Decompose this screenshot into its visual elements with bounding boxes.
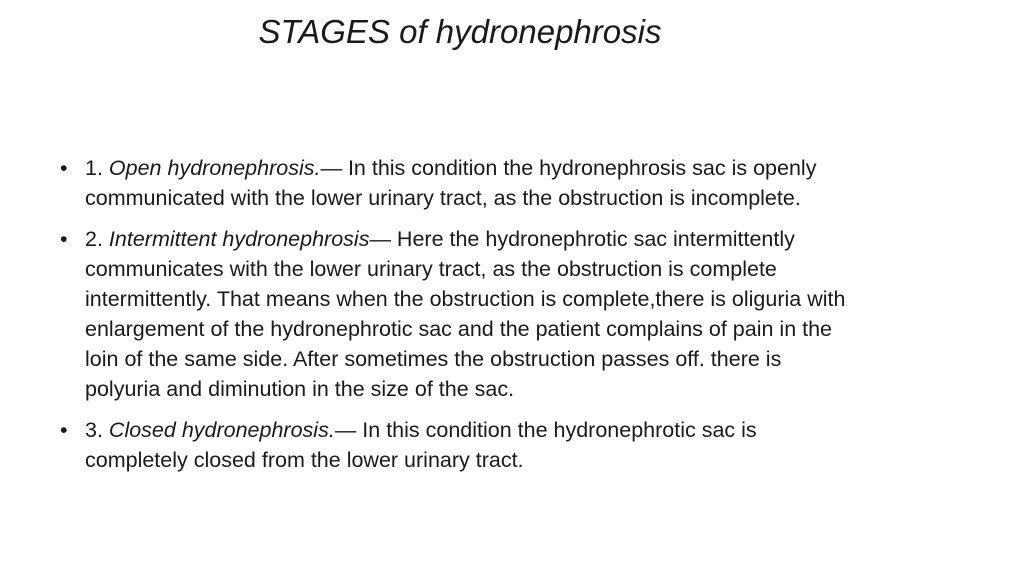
bullet-dot-icon: •: [60, 418, 68, 442]
bullet-term: Open hydronephrosis.: [108, 156, 321, 180]
bullet-text: — In this condition the hydronephrosis sac is openly communicated with the lower urinary tract, as the obstruction is incomplete.: [85, 156, 817, 210]
bullet-term: Closed hydronephrosis.: [108, 418, 335, 442]
bullet-term: Intermittent hydronephrosis: [108, 227, 370, 251]
bullet-dot-icon: •: [60, 227, 68, 251]
bullet-list: [60, 153, 860, 486]
bullet-number: 3.: [85, 418, 103, 442]
bullet-dot-icon: •: [60, 156, 68, 180]
bullet-number: 1.: [85, 156, 103, 180]
slide-title: STAGES of hydronephrosis: [258, 13, 662, 50]
bullet-item-2: [60, 224, 860, 404]
bullet-number: 2.: [85, 227, 103, 251]
bullet-item-1: [60, 153, 860, 213]
bullet-item-3: [60, 415, 860, 475]
bullet-text: — In this condition the hydronephrotic sac is completely closed from the lower urinary tract.: [85, 418, 757, 472]
bullet-text: — Here the hydronephrotic sac intermittently communicates with the lower urinary tract, as the obstruction is complete intermittently. That means when the obstruction is complete,there is oliguria with enlargement of the hydronephrotic sac and the patient complains of pain in the loin of the same side. After sometimes the obstruction passes off. there is polyuria and diminution in the size of the sac.: [85, 227, 846, 401]
